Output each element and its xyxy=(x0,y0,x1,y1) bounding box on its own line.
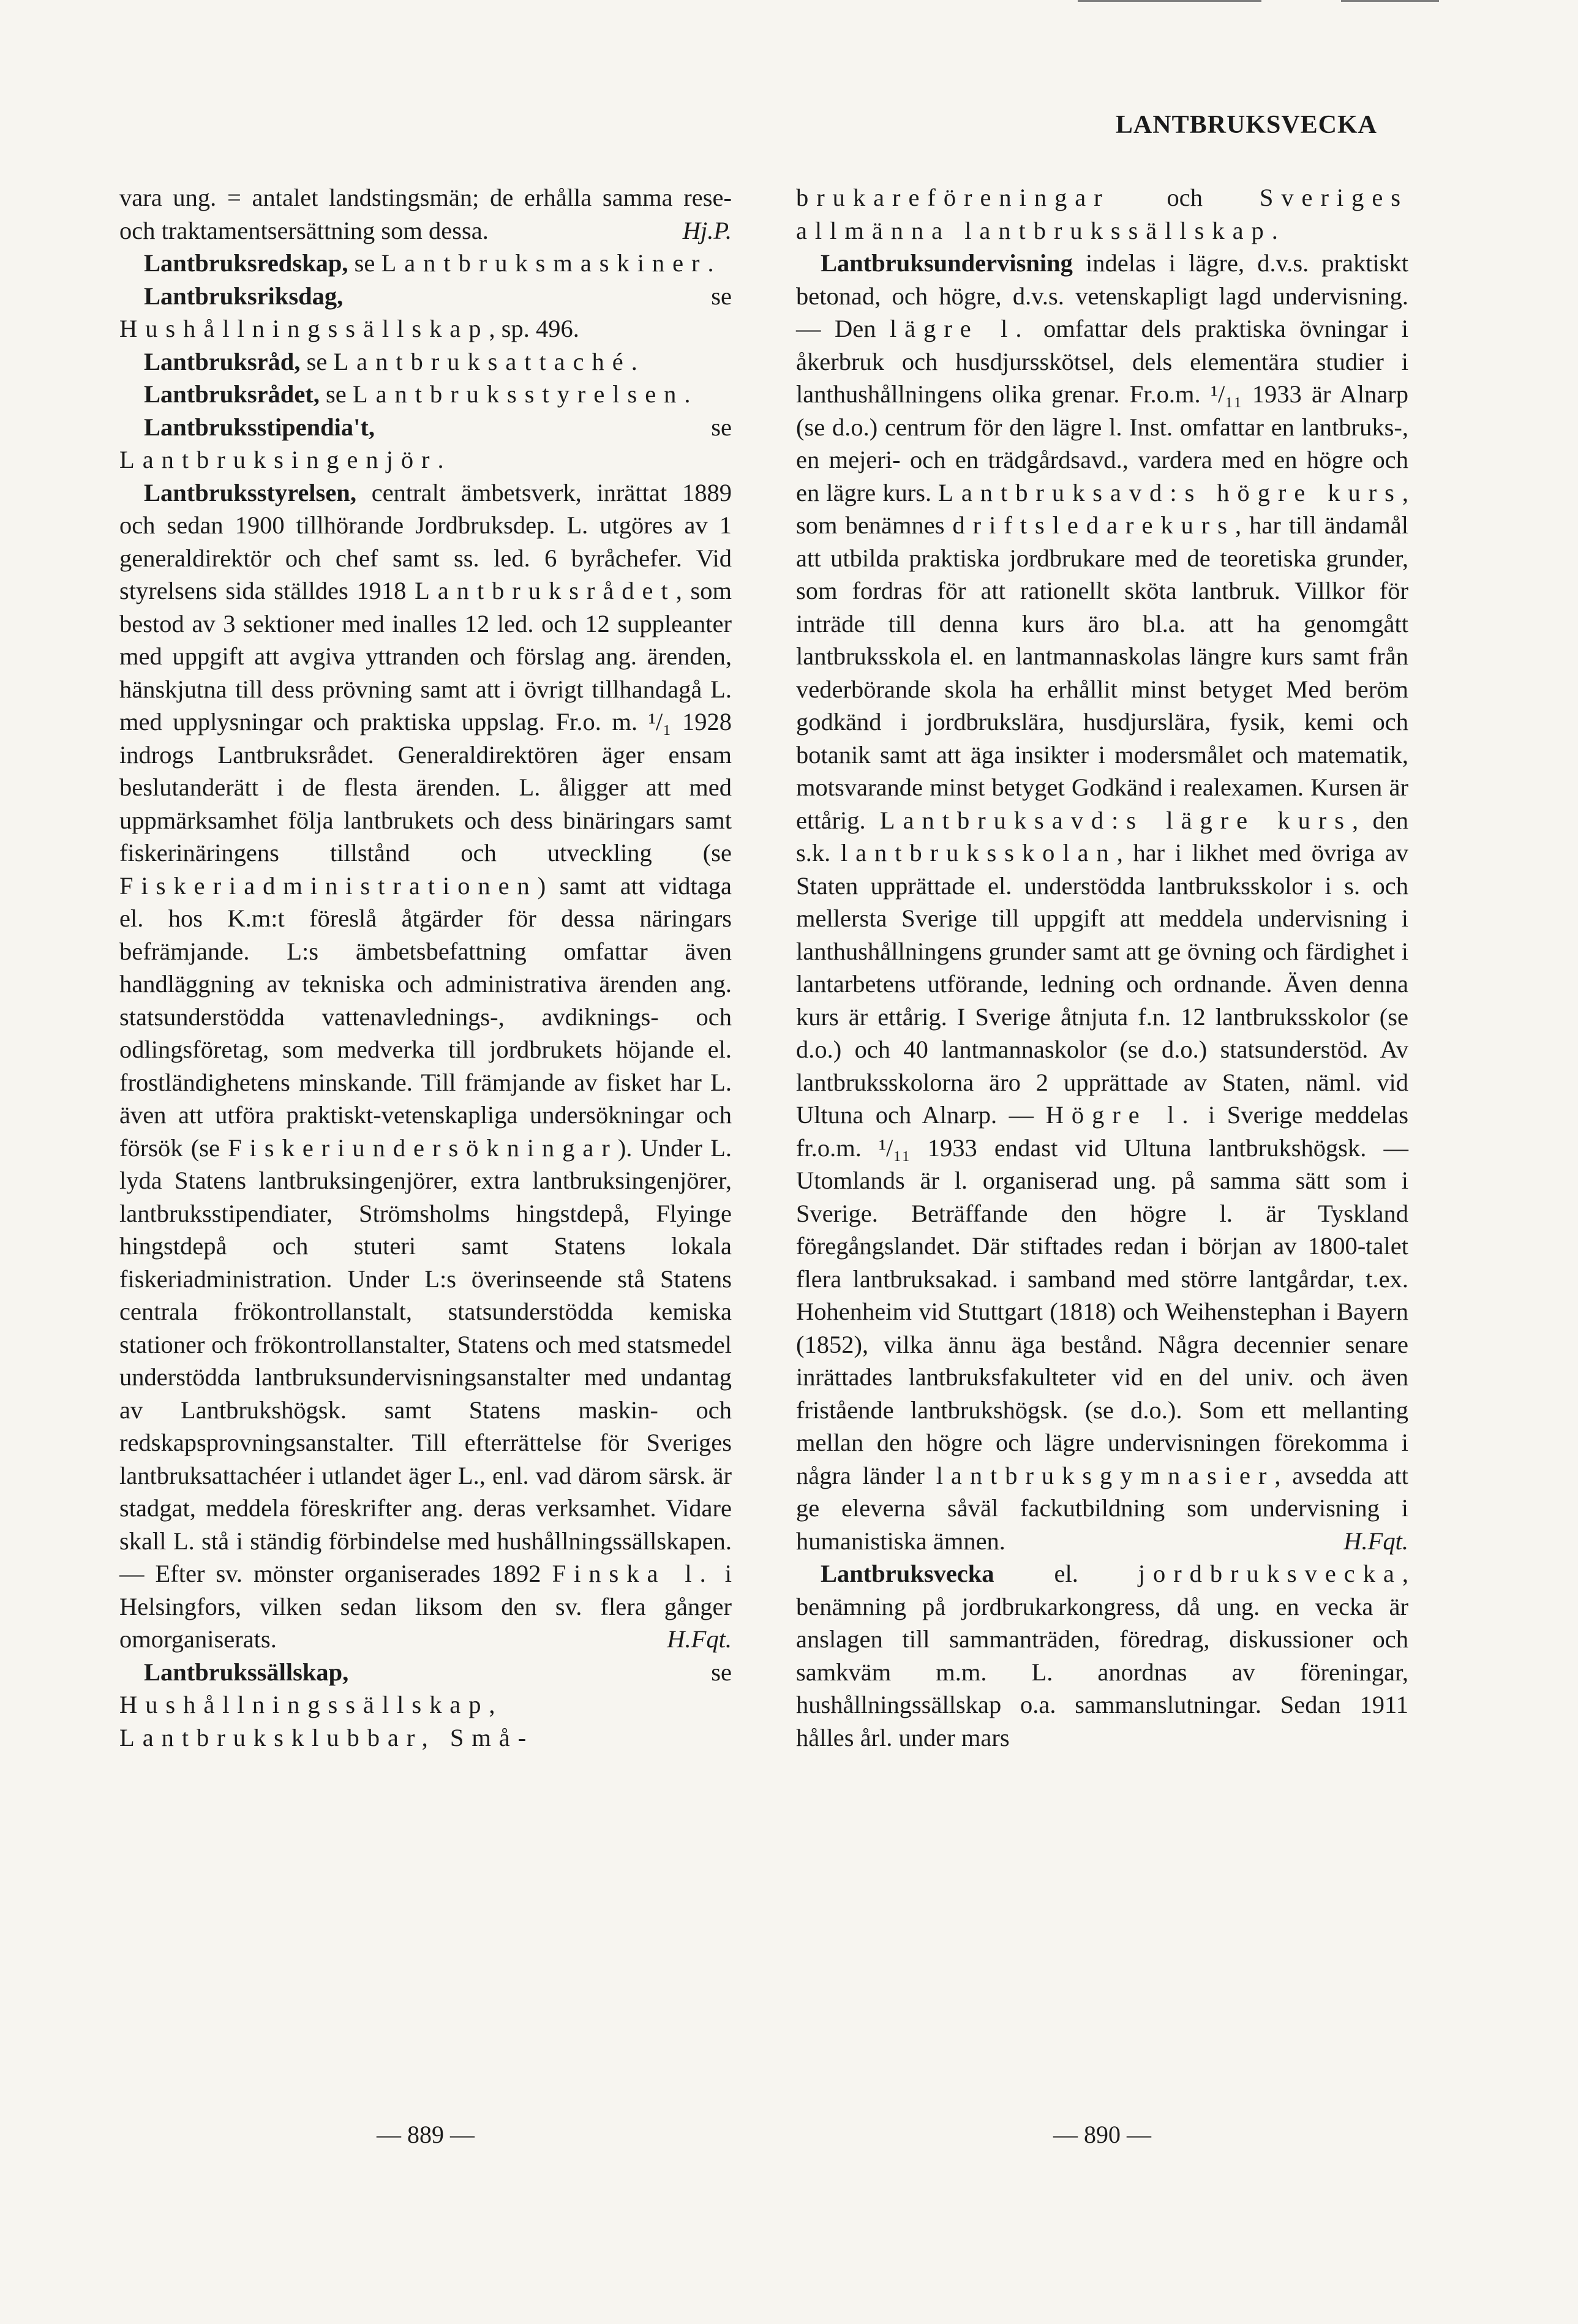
entry-text: . xyxy=(707,249,714,277)
entry-text: se xyxy=(343,282,732,310)
entry-lantbruksredskap xyxy=(119,247,732,280)
date-fraction: ¹/₁₁ xyxy=(879,1134,911,1162)
cross-reference: brukareföreningar xyxy=(796,184,1110,211)
entry-text: . xyxy=(1271,216,1278,244)
entry-text: , som bestod av 3 sektioner med inalles 12 led. och 12 suppleanter med uppgift att avgiva yttranden och förslag ang. ärenden, hänskjutna till dess prövning samt att i övrigt tillhandagå L. med upplysningar och praktiska uppslag. Fr.o. m. xyxy=(119,577,732,735)
entry-lantbruksradet xyxy=(119,378,732,411)
left-column xyxy=(119,181,732,1754)
entry-text: , avsedda att ge eleverna såväl fackutbildning som undervisning i humanistiska ämnen. xyxy=(796,1461,1408,1555)
emphasis-term: Lantbruksavd:s lägre kurs xyxy=(879,806,1353,834)
entry-headword: Lantbruksvecka xyxy=(821,1560,994,1587)
author-signature: Hj.P. xyxy=(682,216,732,244)
entry-text: se xyxy=(348,249,381,277)
entry-text: centralt ämbetsverk, inrättat 1889 och sedan 1900 tillhörande Jordbruksdep. L. utgöres av 1 generaldirektör och chef samt ss. led. 6 byråchefer. Vid styrelsens sida ställdes 1918 xyxy=(119,478,732,604)
page-number-right: — 890 — xyxy=(1053,2121,1151,2148)
entry-lantbruksriksdag xyxy=(119,280,732,345)
page-number-left: — 889 — xyxy=(377,2121,475,2148)
cross-reference: Lantbruksrådet xyxy=(415,577,676,604)
emphasis-term: jordbruksvecka xyxy=(1138,1560,1402,1587)
right-column xyxy=(796,181,1408,1754)
cross-reference: Lantbruksattaché xyxy=(333,347,631,375)
date-fraction: ¹/₁ xyxy=(648,708,672,735)
entry-headword: Lantbruksstipendia't, xyxy=(144,413,375,441)
cross-reference: Fiskeriundersökningar xyxy=(228,1134,618,1162)
entry-text: i Sverige meddelas fr.o.m. xyxy=(796,1101,1408,1162)
entry-text: se xyxy=(375,413,732,441)
entry-headword: Lantbruksriksdag, xyxy=(144,282,344,310)
entry-text: indelas i lägre, d.v.s. praktiskt betonad, och högre, d.v.s. vetenskapligt lagd undervisning. — Den xyxy=(796,249,1408,342)
entry-text: vara ung. = antalet landstingsmän; de erhålla samma rese- och traktamentsersättning som dessa. xyxy=(119,184,732,244)
entry-headword: Lantbrukssällskap, xyxy=(144,1658,349,1686)
emphasis-term: lantbruksskolan xyxy=(840,839,1117,867)
cross-reference: Lantbruksingenjör xyxy=(119,446,438,473)
entry-text: omfattar dels praktiska övningar i åkerbruk och husdjursskötsel, dels elementära studier i lanthushållningens olika grenar. Fr.o.m. xyxy=(796,315,1409,408)
entry-text: se xyxy=(300,347,334,375)
entry-lantbruksstyrelsen xyxy=(119,476,732,1656)
entry-text: , den s.k. xyxy=(796,806,1408,867)
emphasis-term: Lantbruksavd:s högre kurs xyxy=(938,478,1402,506)
entry-headword: Lantbruksundervisning xyxy=(821,249,1073,277)
author-signature: H.Fqt. xyxy=(1343,1527,1408,1555)
top-edge-rule xyxy=(1078,0,1261,2)
entry-text: . xyxy=(684,380,691,408)
emphasis-term: Högre l. xyxy=(1045,1101,1197,1129)
cross-reference: Sveriges allmänna lantbrukssällskap xyxy=(796,184,1408,244)
cross-reference: Finska l. xyxy=(552,1560,714,1587)
entry-text: , har i likhet med övriga av Staten upprättade el. understödda lantbruksskolor i s. och mellersta Sverige till uppgift att meddela undervisning i lanthushållningens grunder samt att ge övning och färdighet i lantarbetens utförande, ledning och ordnande. Även denna kurs är ettårig. I Sverige åtnjuta f.n. 12 lantbruksskolor (se d.o.) och 40 lantmannaskolor (se d.o.) statsunderstöd. Av lantbruksskolorna äro 2 upprättade av Staten, näml. vid Ultuna och Alnarp. — xyxy=(796,839,1408,1129)
entry-text: ) samt att vidtaga el. hos K.m:t föreslå åtgärder för dessa näringars befrämjande. L:s ämbetsbefattning omfattar även handläggning av tekniska och administrativa ärenden ang. statsunderstödda vattenavlednings-, avdiknings- och odlingsföretag, som medverka till jordbrukets höjande el. frostländighetens minskande. Till främjande av fisket har L. även att utföra praktiskt-vetenskapliga undersökningar och försök (se xyxy=(119,871,732,1162)
cross-reference: Hushållningssällskap xyxy=(119,315,489,342)
entry-text: och xyxy=(1110,184,1260,211)
entry-lantbruksrad xyxy=(119,345,732,378)
entry-headword: Lantbruksredskap, xyxy=(144,249,348,277)
entry-text: ). Under L. lyda Statens lantbruksingenjörer, extra lantbruksingenjörer, lantbruksstipendiater, Strömsholms hingstdepå, Flyinge hingstdepå och stuteri samt Statens lokala fiskeriadministration. Under L:s överinseende stå Statens centrala frökontrollanstalt, statsunderstödda kemiska stationer och frökontrollanstalter, Statens och med statsmedel understödda lantbruksundervisningsanstalter med undantag av Lantbrukshögsk. samt Statens maskin- och redskapsprovningsanstalter. Till efterrättelse för Sveriges lantbruksattachéer i utlandet äger L., enl. vad därom särsk. är stadgat, meddela föreskrifter ang. deras verksamhet. Vidare skall L. stå i ständig förbindelse med hushållningssällskapen. — Efter sv. mönster organiserades 1892 xyxy=(119,1134,732,1587)
entry-text: 1928 indrogs Lantbruksrådet. Generaldirektören äger ensam beslutanderätt i de flesta ärenden. L. åligger att med uppmärksamhet följa lantbrukets och dess binäringars samt fiskerinäringens tillstånd och utveckling (se xyxy=(119,708,732,867)
entry-text: se xyxy=(319,380,353,408)
entry-continuation xyxy=(796,181,1408,247)
cross-reference: Fiskeriadministrationen xyxy=(119,871,538,900)
entry-text: , som benämnes xyxy=(796,478,1408,539)
entry-lantbrukssallskap xyxy=(119,1656,732,1754)
running-header: LANTBRUKSVECKA xyxy=(1115,111,1377,139)
emphasis-term: driftsledarekurs xyxy=(952,511,1235,539)
entry-text: , har till ändamål att utbilda praktiska jordbrukare med de teoretiska grunder, som fordras för att rationellt sköta lantbruk. Villkor för inträde till denna kurs äro bl.a. att ha genomgått lantbruksskola el. en lantmannaskolas längre kurs samt från vederbörande skola ha erhållit minst betyget Med beröm godkänd i jordbrukslära, husdjurslära, fysik, kemi och botanik samt att äga insikter i modersmålet och matematik, motsvarande minst betyget Godkänd i realexamen. Kursen är ettårig. xyxy=(796,511,1408,834)
entry-lantbruksstipendiat xyxy=(119,411,732,476)
author-signature: H.Fqt. xyxy=(667,1625,732,1653)
entry-text: 1933 endast vid Ultuna lantbrukshögsk. — Utomlands är l. organiserad ung. på samma sätt som i Sverige. Beträffande den högre l. är Tyskland föregångslandet. Där stiftades redan i början av 1800-talet flera lantbruksakad. i samband med större lantgårdar, t.ex. Hohenheim vid Stuttgart (1818) och Weihenstephan i Bayern (1852), vilka ännu äga bestånd. Några decennier senare inrättades lantbruksfakulteter vid en del univ. och även fristående lantbrukshögsk. (se d.o.). Som ett mellanting mellan den högre och lägre undervisningen förekomma i några länder xyxy=(796,1134,1408,1489)
entry-text: , sp. 496. xyxy=(489,315,579,342)
entry-headword: Lantbruksråd, xyxy=(144,347,301,375)
entry-headword: Lantbruksrådet, xyxy=(144,380,320,408)
date-fraction: ¹/₁₁ xyxy=(1210,380,1242,408)
cross-reference: Lantbruksstyrelsen xyxy=(352,380,685,408)
cross-reference: Hushållningssällskap, Lantbruksklubbar, Små- xyxy=(119,1691,535,1751)
top-edge-rule xyxy=(1341,0,1439,2)
entry-text: se xyxy=(348,1658,732,1686)
entry-lantbruksundervisning xyxy=(796,247,1408,1557)
entry-text: i Helsingfors, vilken sedan liksom den sv. flera gånger omorganiserats. xyxy=(119,1560,732,1653)
cross-reference: Lantbruksmaskiner xyxy=(381,249,708,277)
entry-lantbruksvecka xyxy=(796,1557,1408,1754)
entry-text: . xyxy=(437,446,444,473)
entry-text: , benämning på jordbrukarkongress, då ung. en vecka är anslagen till sammanträden, föredrag, diskussioner och samkväm m.m. L. anordnas av föreningar, hushållningssällskap o.a. sammanslutningar. Sedan 1911 hålles årl. under mars xyxy=(796,1560,1408,1751)
entry-text: . xyxy=(631,347,637,375)
entry-text: 1933 är Alnarp (se d.o.) centrum för den lägre l. Inst. omfattar en lantbruks-, en mejeri- och en trädgårdsavd., vardera med en högre och en lägre kurs. xyxy=(796,380,1408,506)
emphasis-term: lantbruksgymnasier xyxy=(936,1461,1275,1489)
entry-continuation xyxy=(119,181,732,247)
entry-headword: Lantbruksstyrelsen, xyxy=(144,478,356,506)
emphasis-term: lägre l. xyxy=(889,315,1030,342)
entry-text: el. xyxy=(994,1560,1138,1587)
